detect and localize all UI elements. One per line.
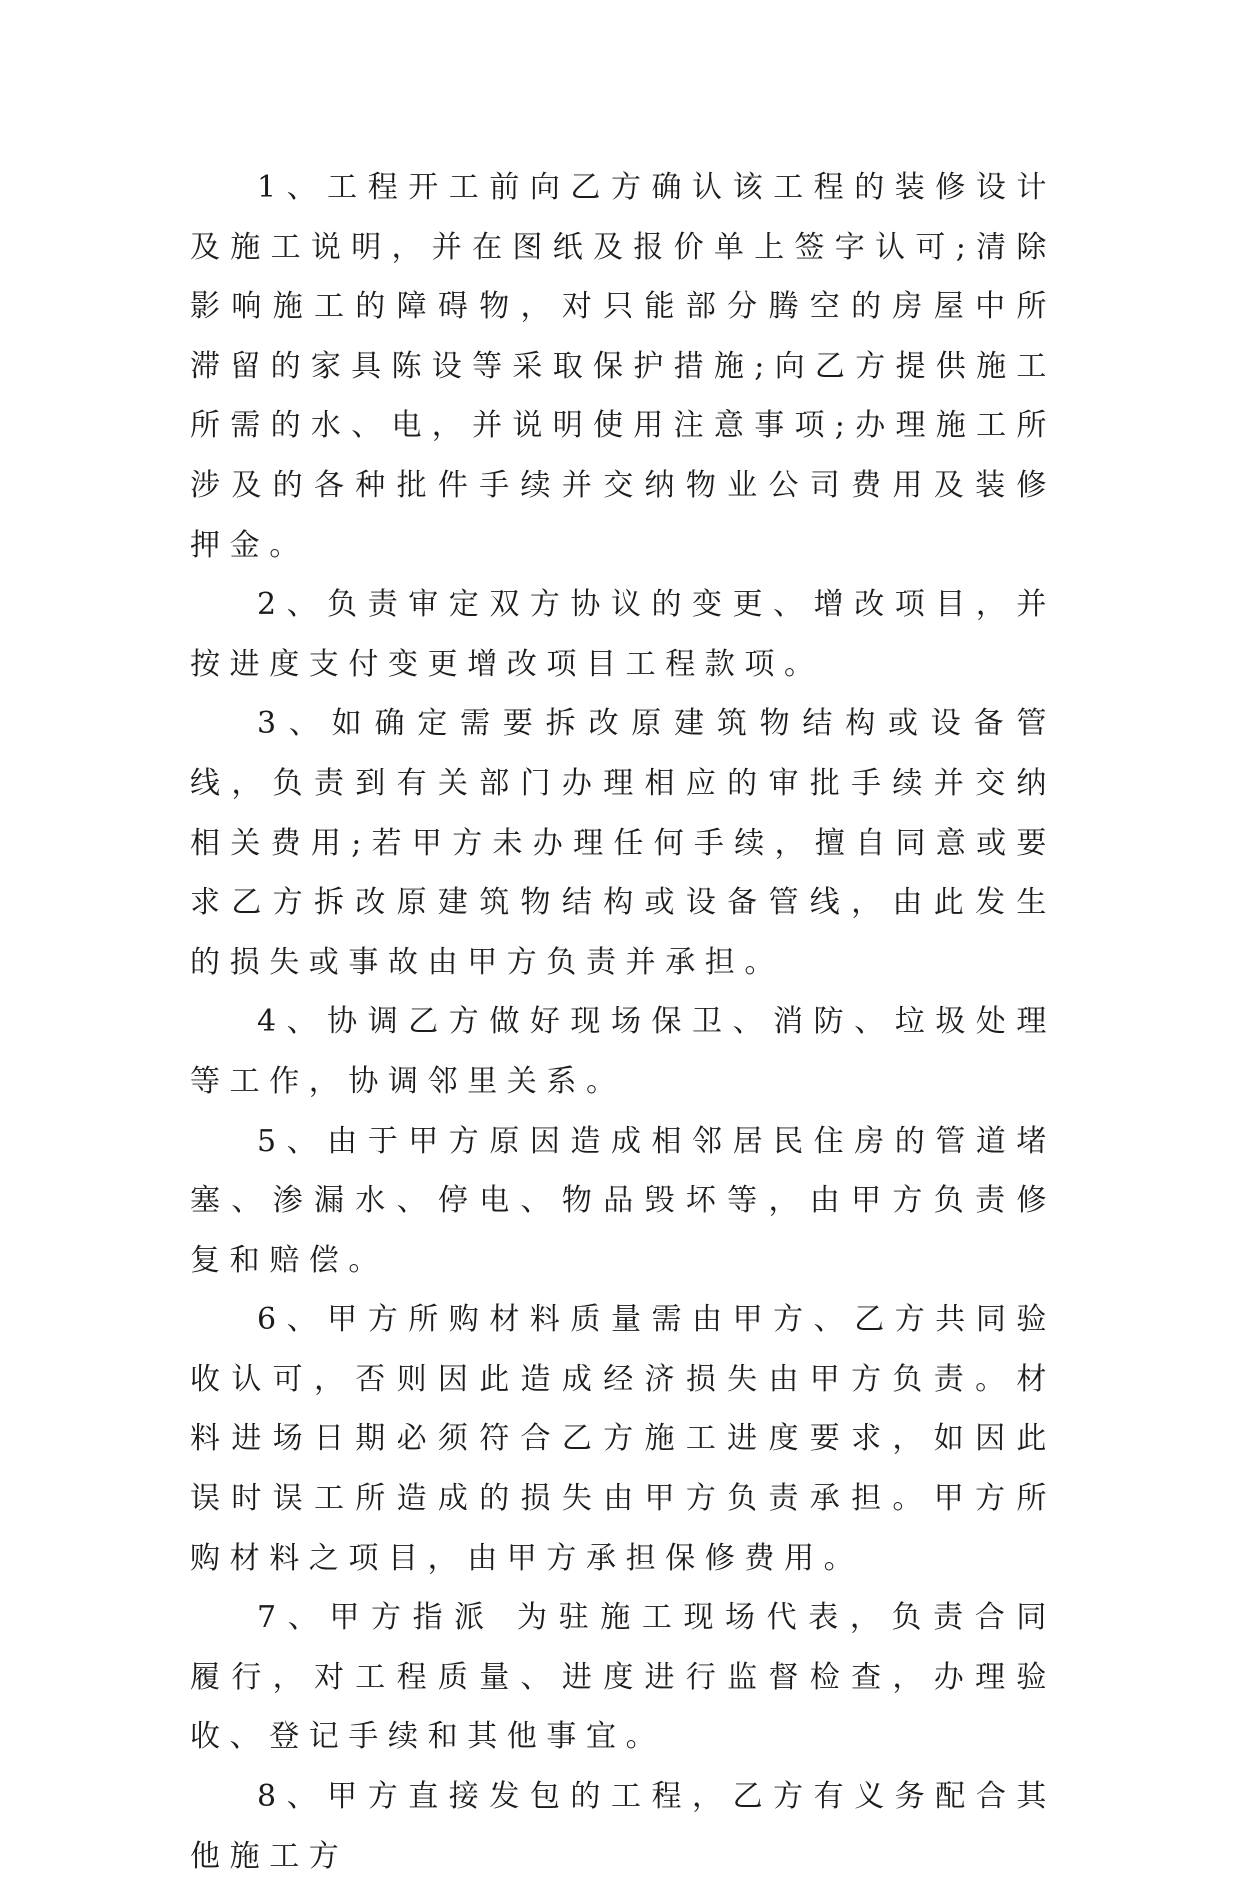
clause-3: 3、如确定需要拆改原建筑物结构或设备管线，负责到有关部门办理相应的审批手续并交纳相关费用;若甲方未办理任何手续，擅自同意或要求乙方拆改原建筑物结构或设备管线，由此发生的损失或事故由甲方负责并承担。	[190, 706, 1056, 980]
clause-8: 8、甲方直接发包的工程，乙方有义务配合其他施工方	[190, 1779, 1056, 1874]
clause-7: 7、甲方指派 为驻施工现场代表，负责合同履行，对工程质量、进度进行监督检查，办理验收、登记手续和其他事宜。	[190, 1600, 1056, 1755]
clause-1: 1、工程开工前向乙方确认该工程的装修设计及施工说明，并在图纸及报价单上签字认可;清除影响施工的障碍物，对只能部分腾空的房屋中所滞留的家具陈设等采取保护措施;向乙方提供施工所需的水、电，并说明使用注意事项;办理施工所涉及的各种批件手续并交纳物业公司费用及装修押金。	[190, 170, 1056, 563]
clause-2: 2、负责审定双方协议的变更、增改项目，并按进度支付变更增改项目工程款项。	[190, 587, 1056, 682]
clause-5: 5、由于甲方原因造成相邻居民住房的管道堵塞、渗漏水、停电、物品毁坏等，由甲方负责修复和赔偿。	[190, 1123, 1056, 1278]
document-body	[190, 158, 1056, 1886]
clause-4: 4、协调乙方做好现场保卫、消防、垃圾处理等工作，协调邻里关系。	[190, 1004, 1056, 1099]
clause-6: 6、甲方所购材料质量需由甲方、乙方共同验收认可，否则因此造成经济损失由甲方负责。材料进场日期必须符合乙方施工进度要求，如因此误时误工所造成的损失由甲方负责承担。甲方所购材料之项目，由甲方承担保修费用。	[190, 1302, 1056, 1576]
